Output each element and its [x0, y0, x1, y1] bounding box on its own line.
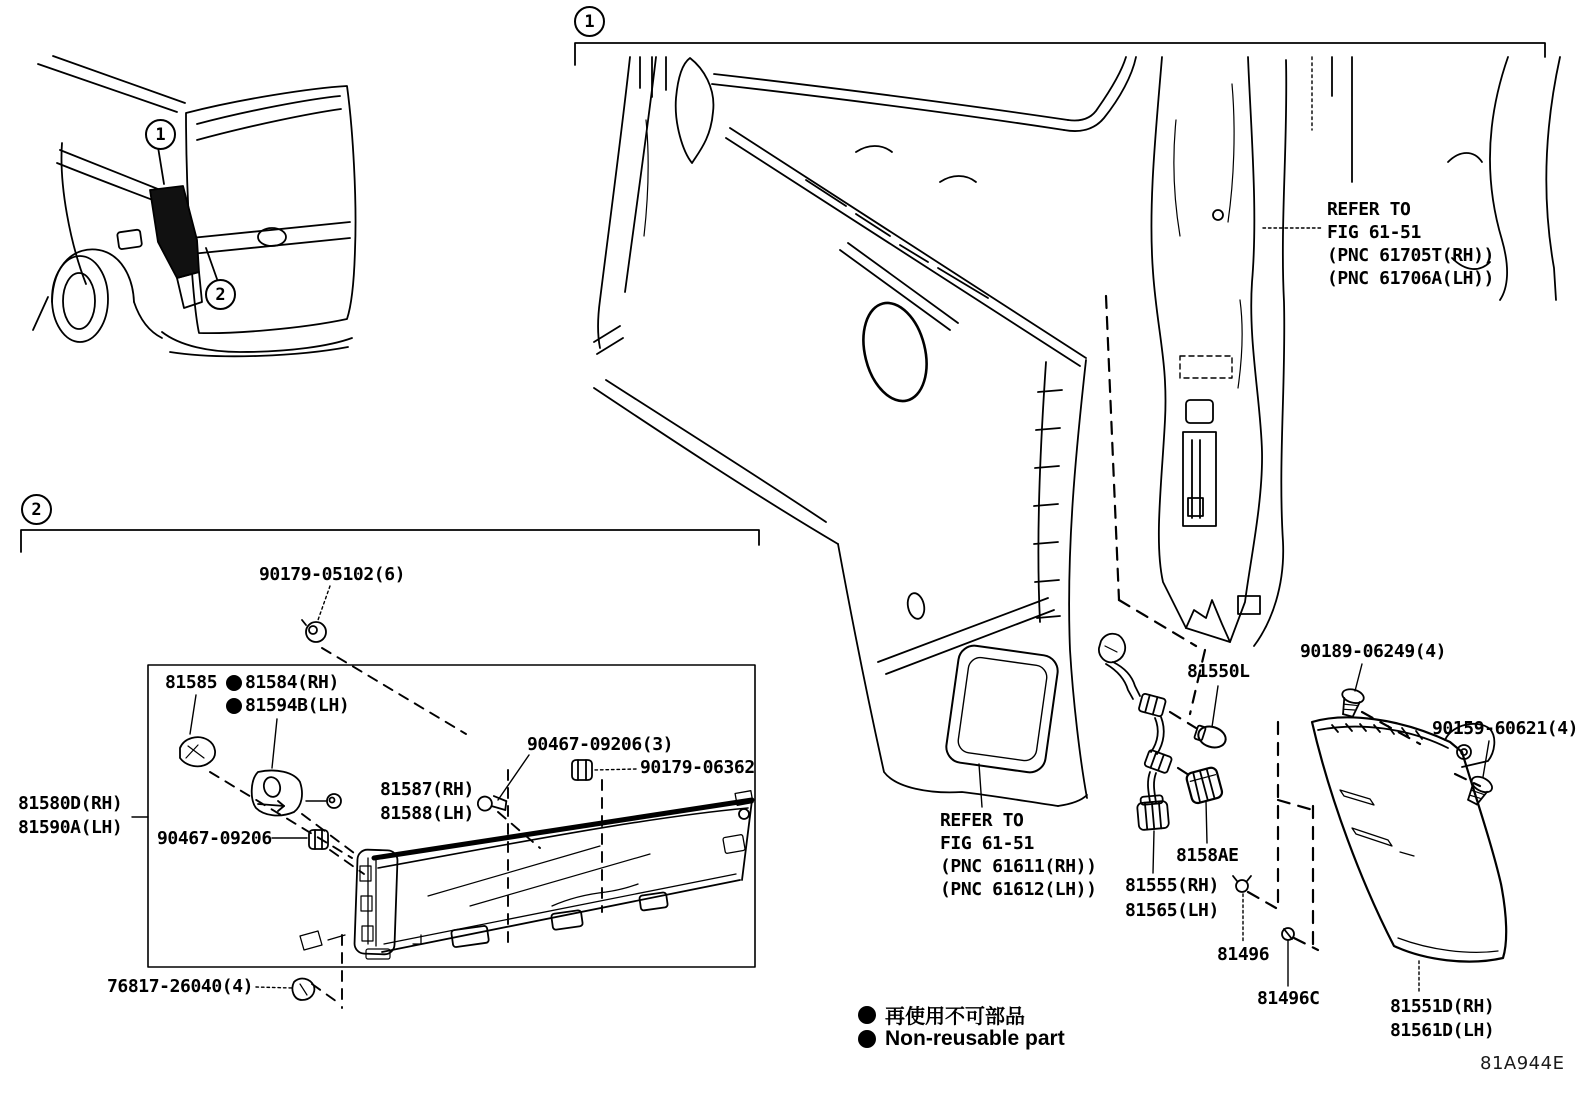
car-callout-1-number: 1 — [155, 124, 166, 145]
part-label-81565: 81565(LH) — [1125, 900, 1219, 921]
part-label-90179-05102: 90179-05102(6) — [259, 564, 406, 585]
screw-90159-drawing — [1463, 774, 1495, 808]
part-label-81550L: 81550L — [1187, 661, 1250, 682]
part-label-81594B-text: 81594B(LH) — [245, 695, 350, 716]
part-label-81588: 81588(LH) — [380, 803, 474, 824]
callout-view1 — [574, 6, 605, 37]
refer-note-lower-line3: (PNC 61611(RH)) — [940, 856, 1097, 877]
refer-note-upper-line3: (PNC 61705T(RH)) — [1327, 245, 1494, 266]
refer-note-upper — [1327, 198, 1494, 290]
refer-note-lower — [940, 809, 1097, 901]
part-label-76817-26040: 76817-26040(4) — [107, 976, 254, 997]
non-reusable-bullet-icon — [226, 675, 242, 691]
part-label-90159-60621: 90159-60621(4) — [1432, 718, 1579, 739]
non-reusable-bullet-icon — [858, 1030, 876, 1048]
refer-note-upper-line1: REFER TO — [1327, 199, 1411, 220]
pillar-drawing — [1151, 57, 1286, 646]
socket-drawing — [1185, 766, 1223, 804]
part-label-90189-06249: 90189-06249(4) — [1300, 641, 1447, 662]
non-reusable-bullet-icon — [858, 1006, 876, 1024]
section1-bracket — [575, 43, 1545, 65]
screw-90189-drawing — [1337, 687, 1365, 718]
part-label-90467-09206-3: 90467-09206(3) — [527, 734, 674, 755]
refer-note-lower-line2: FIG 61-51 — [940, 833, 1034, 854]
part-label-81561D: 81561D(LH) — [1390, 1020, 1495, 1041]
section2-bracket — [21, 530, 759, 552]
legend-row-jp — [858, 1000, 1025, 1029]
car-callout-2-number: 2 — [215, 284, 226, 305]
legend-text-jp: 再使用不可部品 — [885, 1004, 1025, 1028]
part-label-8158AE: 8158AE — [1176, 845, 1239, 866]
part-label-81587: 81587(RH) — [380, 779, 474, 800]
part-label-81590A: 81590A(LH) — [18, 817, 123, 838]
car-callout-2 — [205, 279, 236, 310]
lens-drawing — [1312, 717, 1506, 961]
legend-row-en — [858, 1027, 1065, 1051]
part-label-81585: 81585 — [165, 672, 218, 693]
part-label-81555: 81555(RH) — [1125, 875, 1219, 896]
part-label-81551D: 81551D(RH) — [1390, 996, 1495, 1017]
non-reusable-bullet-icon — [226, 698, 242, 714]
part-label-90179-06362: 90179-06362 — [640, 757, 755, 778]
part-label-81496: 81496 — [1217, 944, 1270, 965]
refer-note-upper-line2: FIG 61-51 — [1327, 222, 1421, 243]
part-label-81594B — [226, 695, 349, 717]
harness-drawing — [1099, 634, 1172, 831]
construction-dashed-lines — [1106, 296, 1480, 950]
refer-note-upper-line4: (PNC 61706A(LH)) — [1327, 268, 1494, 289]
part-label-81580D: 81580D(RH) — [18, 793, 123, 814]
part-label-81584 — [226, 672, 339, 694]
legend-text-en: Non-reusable part — [885, 1027, 1065, 1050]
part-label-81584-text: 81584(RH) — [245, 672, 339, 693]
part-label-90467-09206: 90467-09206 — [157, 828, 272, 849]
refer-note-lower-line1: REFER TO — [940, 810, 1024, 831]
garnish-drawing — [300, 791, 753, 959]
figure-code: 81A944E — [1480, 1053, 1565, 1074]
clip-81496-drawing — [1233, 876, 1294, 940]
refer-note-lower-line4: (PNC 61612(LH)) — [940, 879, 1097, 900]
car-thumbnail-drawing — [33, 56, 356, 356]
car-callout-1 — [145, 119, 176, 150]
bulb-drawing — [1194, 723, 1228, 751]
part-label-81496C: 81496C — [1257, 988, 1320, 1009]
callout-view2-number: 2 — [31, 499, 42, 520]
quarter-panel-drawing — [594, 57, 1560, 806]
callout-view1-number: 1 — [584, 11, 595, 32]
callout-view2 — [21, 494, 52, 525]
